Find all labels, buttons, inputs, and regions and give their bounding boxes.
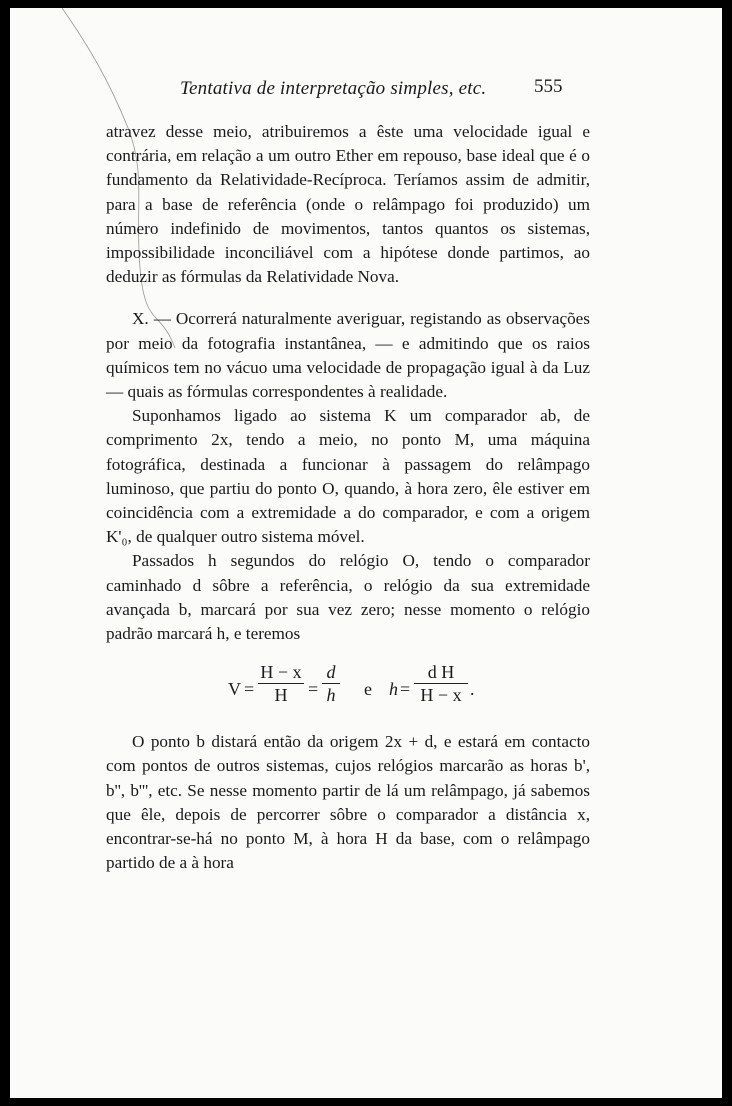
- paragraph: O ponto b distará então da origem 2x + d, e estará em contacto com pontos de outros sistemas, cujos relógios marcarão as horas b', b'', b''', etc. Se nesse momento partir de lá um relâmpago, já sabemos que êle, depois de percorrer sôbre o comparador a distância x, encontrar-se-há no ponto M, à hora H da base, com o relâmpago partido de a à hora: [106, 732, 590, 873]
- paragraph: X. — Ocorrerá naturalmente averiguar, registando as observações por meio da fotografia instantânea, — e admitindo que os raios químicos tem no vácuo uma velocidade de propagação igual à da Luz — quais as fórmulas correspondentes à realidade.: [106, 309, 590, 402]
- equation-lhs: V: [228, 679, 241, 700]
- fraction-denominator: h: [326, 685, 336, 706]
- fraction-bar: [258, 683, 304, 684]
- fraction-numerator: d: [326, 662, 336, 683]
- paragraph: Suponhamos ligado ao sistema K um comparador ab, de comprimento 2x, tendo a meio, no ponto M, uma máquina fotográfica, destinada a funcionar à passagem do relâmpago luminoso, que partiu do ponto O, quando, à hora zero, êle estiver em coincidência com a extremidade a do comparador, e com a origem K'₀, de qualquer outro sistema móvel.: [106, 406, 590, 547]
- fraction: [322, 662, 340, 705]
- fraction: [258, 662, 304, 705]
- equation-equals: =: [308, 679, 319, 700]
- fraction-numerator: d H: [427, 662, 455, 683]
- paragraph: Passados h segundos do relógio O, tendo o comparador caminhado d sôbre a referência, o relógio da sua extremidade avançada b, marcará por sua vez zero; nesse momento o relógio padrão marcará h, e teremos: [106, 551, 590, 644]
- equation-equals: =: [244, 679, 255, 700]
- page-number: 555: [534, 76, 563, 97]
- equation-conjunction: e: [364, 679, 372, 700]
- running-title: Tentativa de interpretação simples, etc.: [180, 78, 487, 99]
- page-header: [10, 78, 722, 108]
- fraction-bar: [414, 683, 468, 684]
- paragraph: atravez desse meio, atribuiremos a êste uma velocidade igual e contrária, em relação a um outro Ether em repouso, base ideal que é o fundamento da Relatividade-Recíproca. Teríamos assim de admitir, para a base de referência (onde o relâmpago foi produzido) um número indefinido de movimentos, tantos quantos os sistemas, impossibilidade inconciliável com a hipótese donde partimos, ao deduzir as fórmulas da Relatividade Nova.: [106, 122, 590, 287]
- fraction-bar: [322, 683, 340, 684]
- book-page: [10, 8, 722, 1098]
- equation-period: .: [470, 679, 475, 700]
- equation-variable: h: [389, 679, 398, 700]
- body-text: [106, 120, 590, 875]
- fraction-numerator: H − x: [260, 662, 302, 683]
- equation: [106, 656, 590, 716]
- fraction-denominator: H: [274, 685, 288, 706]
- equation-equals: =: [400, 679, 411, 700]
- fraction: [414, 662, 468, 705]
- fraction-denominator: H − x: [420, 685, 462, 706]
